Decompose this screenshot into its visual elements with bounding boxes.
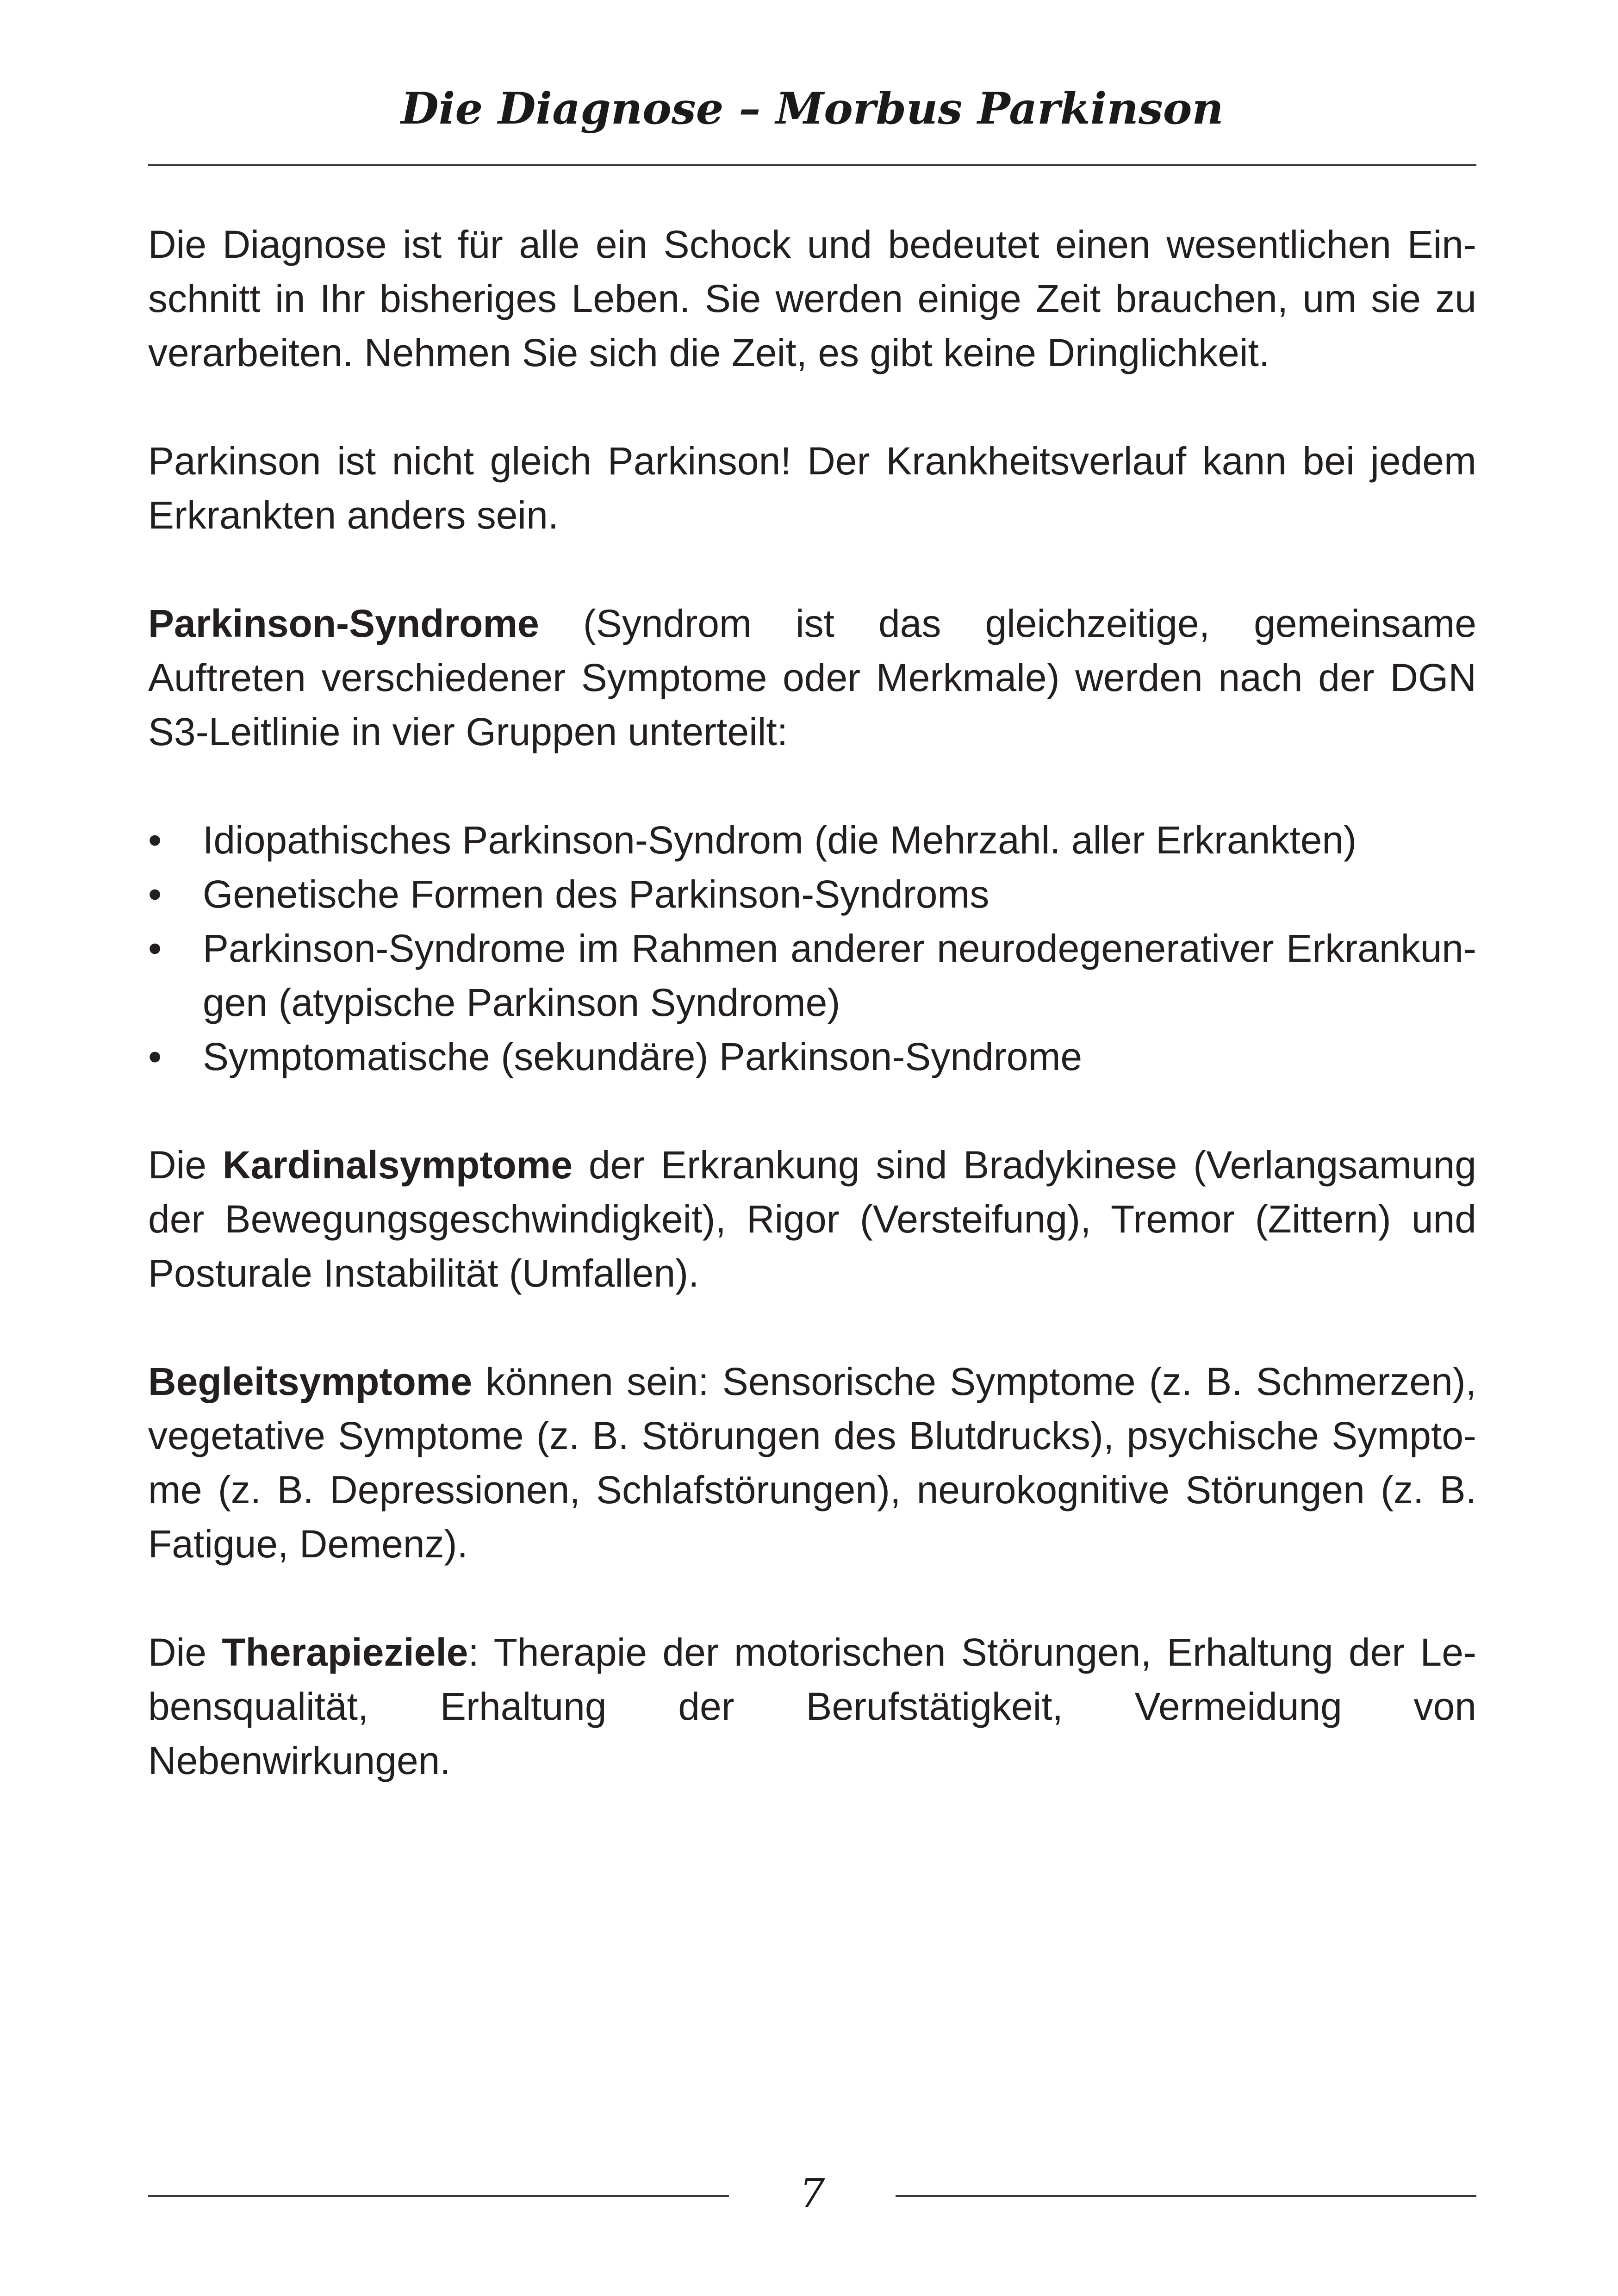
body-text	[148, 218, 1476, 1788]
page-header-title: Die Diagnose – Morbus Parkinson	[401, 83, 1224, 134]
term-therapy-goals: Therapieziele	[222, 1630, 468, 1674]
list-item: • Idiopathisches Parkinson-Syndrom (die Mehrzahl. aller Erkrankten)	[148, 813, 1476, 867]
paragraph-accompanying-text: können sein: Sensorische Symptome (z. B. Schmerzen), vegetative Symptome (z. B. Störungen des Blutdrucks), psychische Symptome (z. B. Depressionen, Schlafstörungen), neurokognitive Störungen (z. B. Fatigue, Demenz).	[148, 1360, 1476, 1566]
term-cardinal-symptoms: Kardinalsymptome	[222, 1143, 573, 1187]
list-item: • Parkinson-Syndrome im Rahmen anderer neurodegenerativer Erkrankungen (atypische Parkinson Syndrome)	[148, 921, 1476, 1030]
paragraph-parkinson-variability: Parkinson ist nicht gleich Parkinson! Der Krankheitsverlauf kann bei jedem Erkrankten anders sein.	[148, 439, 1476, 537]
paragraph-syndromes-text: (Syndrom ist das gleichzeitige, gemeinsame Auftreten verschiedener Symptome oder Merkmale) werden nach der DGN S3-Leitlinie in vier Gruppen unterteilt:	[148, 602, 1476, 753]
paragraph-cardinal-prefix: Die	[148, 1143, 223, 1187]
list-item: • Symptomatische (sekundäre) Parkinson-Syndrome	[148, 1030, 1476, 1084]
paragraph-therapy-goals	[148, 1625, 1476, 1788]
paragraph-cardinal-text: der Erkrankung sind Bradykinese (Verlangsamung der Bewegungsgeschwindigkeit), Rigor (Versteifung), Tremor (Zittern) und Posturale Instabilität (Umfallen).	[148, 1143, 1476, 1295]
list-item: • Genetische Formen des Parkinson-Syndroms	[148, 867, 1476, 921]
syndrome-groups-list	[148, 813, 1476, 1084]
paragraph-syndromes	[148, 597, 1476, 759]
paragraph-intro: Die Diagnose ist für alle ein Schock und bedeutet einen wesentlichen Einschnitt in Ihr bisheriges Leben. Sie werden einige Zeit brauchen, um sie zu verarbeiten. Nehmen Sie sich die Zeit, es gibt keine Dringlichkeit.	[148, 223, 1476, 374]
header-divider	[148, 164, 1476, 166]
paragraph-therapy-prefix: Die	[148, 1630, 222, 1674]
footer-divider-left	[148, 2195, 729, 2197]
page-number: 7	[799, 2171, 825, 2217]
footer-divider-right	[896, 2195, 1476, 2197]
term-accompanying-symptoms: Begleitsymptome	[148, 1360, 473, 1403]
term-parkinson-syndrome: Parkinson-Syndrome	[148, 602, 539, 645]
paragraph-therapy-text: : Therapie der motorischen Störungen, Erhaltung der Lebensqualität, Erhaltung der Berufstätigkeit, Vermeidung von Nebenwirkungen.	[148, 1630, 1476, 1782]
paragraph-accompanying-symptoms	[148, 1355, 1476, 1571]
paragraph-cardinal-symptoms	[148, 1138, 1476, 1300]
